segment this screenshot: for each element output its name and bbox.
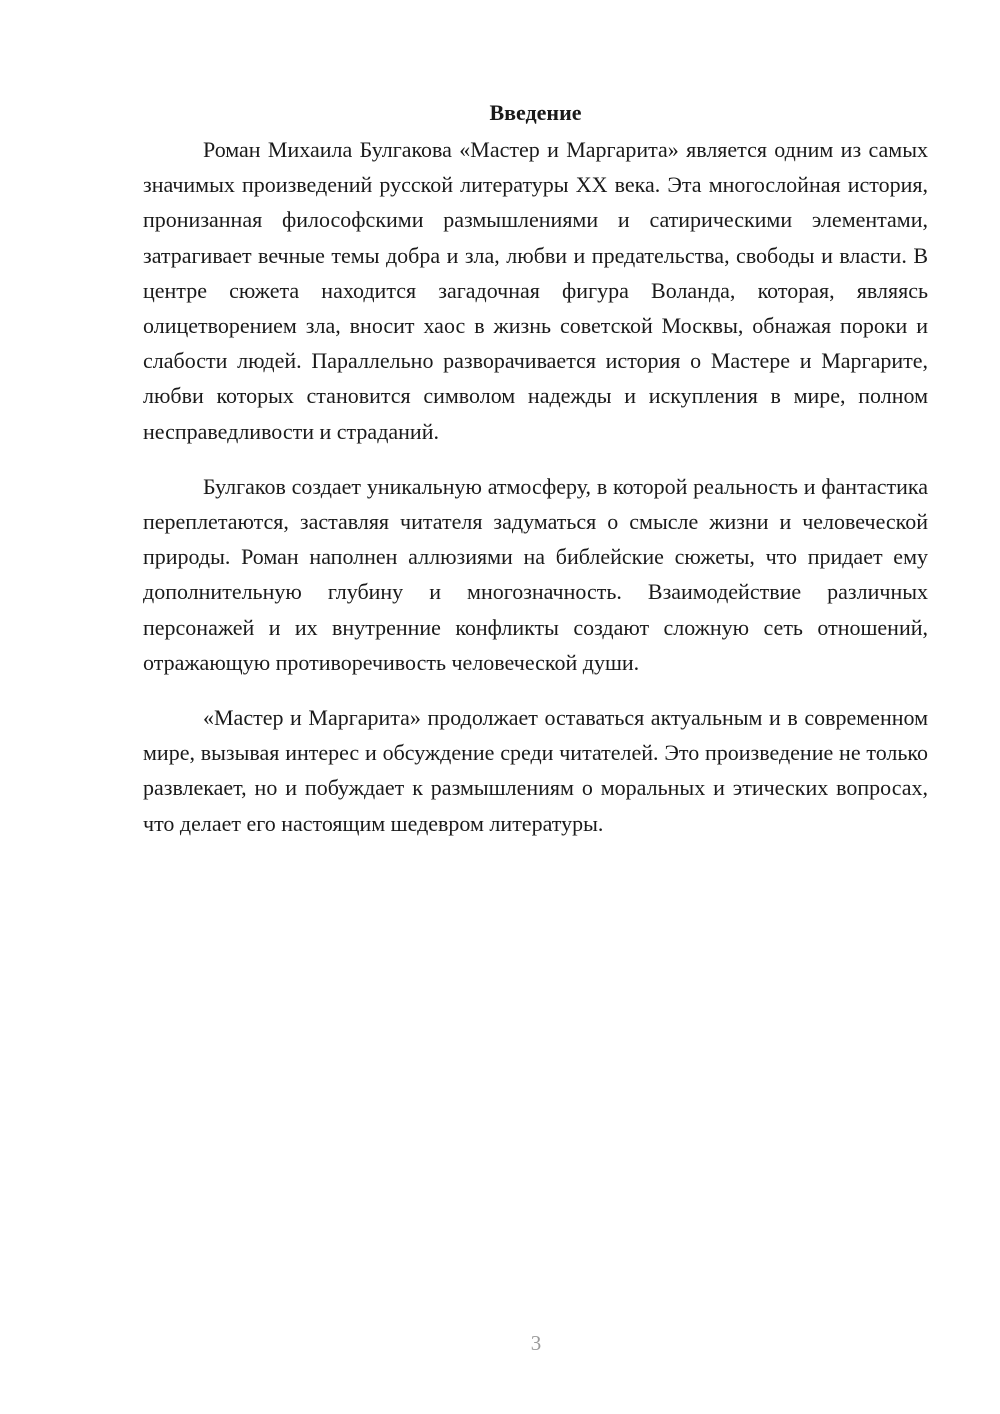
paragraph-2: Булгаков создает уникальную атмосферу, в которой реальность и фантастика переплетаются, заставляя читателя задуматься о смысле жизни и человеческой природы. Роман наполнен аллюзиями на библейские сюжеты, что придает ему дополнительную глубину и многозначность. Взаимодействие различных персонажей и их внутренние конфликты создают сложную сеть отношений, отражающую противоречивость человеческой души. bbox=[143, 473, 928, 675]
paragraph-3: «Мастер и Маргарита» продолжает оставаться актуальным и в современном мире, вызывая интерес и обсуждение среди читателей. Это произведение не только развлекает, но и побуждает к размышлениям о моральных и этических вопросах, что делает его настоящим шедевром литературы. bbox=[143, 705, 928, 836]
page-number: 3 bbox=[530, 1331, 542, 1355]
document-body bbox=[143, 95, 928, 841]
paragraph-1: Роман Михаила Булгакова «Мастер и Маргарита» является одним из самых значимых произведений русской литературы XX века. Эта многослойная история, пронизанная философскими размышлениями и сатирическими элементами, затрагивает вечные темы добра и зла, любви и предательства, свободы и власти. В центре сюжета находится загадочная фигура Воланда, которая, являясь олицетворением зла, вносит хаос в жизнь советской Москвы, обнажая пороки и слабости людей. Параллельно разворачивается история о Мастере и Маргарите, любви которых становится символом надежды и искупления в мире, полном несправедливости и страданий. bbox=[143, 137, 928, 444]
section-title: Введение bbox=[489, 100, 582, 125]
